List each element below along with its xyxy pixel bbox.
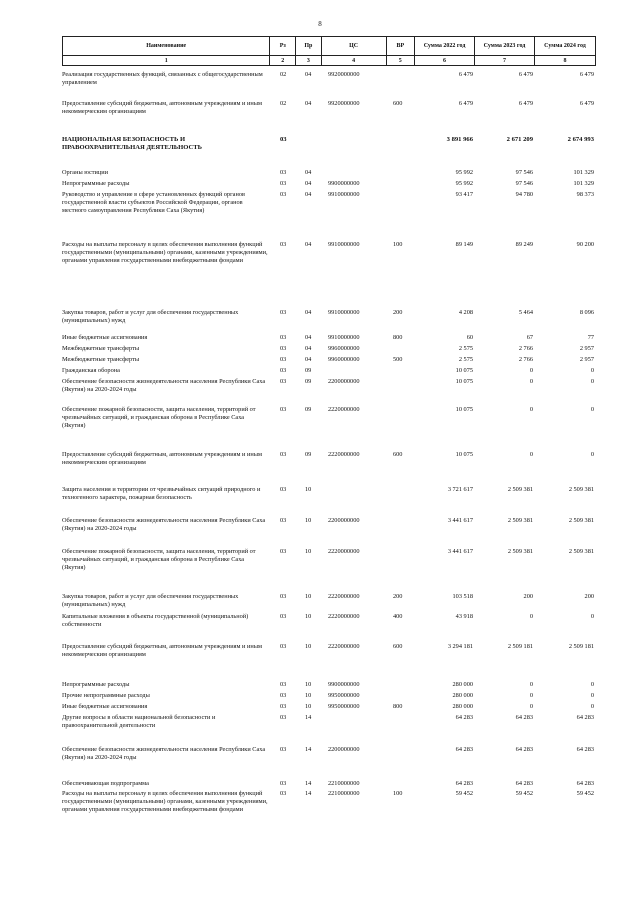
row-cs: 2210000000 [328, 780, 360, 787]
row-vr [387, 780, 415, 788]
row-name: Межбюджетные трансферты [62, 356, 140, 363]
row-sum-2022: 95 992 [455, 169, 473, 176]
row-vr: 600 [393, 100, 403, 107]
row-name: Обеспечивающая подпрограмма [62, 780, 149, 787]
row-rz: 03 [280, 241, 287, 248]
row-sum-2023: 59 452 [515, 790, 533, 797]
row-pr: 04 [305, 241, 312, 248]
row-vr: 200 [393, 309, 403, 316]
row-name: Капитальные вложения в объекты государственной (муниципальной) собственности [62, 613, 249, 628]
row-rz: 03 [280, 486, 287, 493]
row-sum-2023: 2 509 381 [507, 486, 533, 493]
row-rz: 03 [280, 367, 287, 374]
row-pr: 04 [305, 356, 312, 363]
row-sum-2024: 2 674 993 [567, 136, 594, 143]
row-name: Обеспечение безопасности жизнедеятельности населения Республики Саха (Якутия) на 2020-2024 годы [62, 746, 266, 761]
row-cs: 9920000000 [328, 71, 360, 78]
row-sum-2024: 64 283 [576, 746, 594, 753]
row-name: Межбюджетные трансферты [62, 345, 140, 352]
table-row [62, 703, 596, 711]
header-vr: ВР [387, 37, 416, 55]
table-row [62, 681, 596, 689]
row-rz: 03 [280, 746, 287, 753]
row-sum-2023: 0 [529, 378, 533, 385]
table-row [62, 334, 596, 342]
row-name: Другие вопросы в области национальной безопасности и правоохранительной деятельности [62, 714, 216, 729]
row-rz: 03 [280, 378, 287, 385]
row-rz: 03 [280, 681, 287, 688]
row-rz: 02 [280, 100, 287, 107]
row-sum-2023: 2 509 381 [507, 517, 533, 524]
header-sum-2022: Сумма 2022 год [415, 37, 475, 55]
row-sum-2023: 64 283 [515, 746, 533, 753]
table-row [62, 643, 596, 659]
row-sum-2024: 0 [590, 367, 594, 374]
row-cs: 9910000000 [328, 191, 360, 198]
column-number: 5 [387, 56, 416, 65]
table-row [62, 746, 596, 762]
header-pr: Пр [296, 37, 322, 55]
row-pr: 09 [305, 367, 312, 374]
row-sum-2024: 64 283 [576, 714, 594, 721]
row-vr: 800 [393, 334, 403, 341]
row-sum-2022: 6 479 [458, 71, 473, 78]
row-sum-2024: 2 957 [579, 356, 594, 363]
row-name: Органы юстиции [62, 169, 108, 176]
row-name: Иные бюджетные ассигнования [62, 703, 148, 710]
row-name: Обеспечение безопасности жизнедеятельности населения Республики Саха (Якутия) на 2020-2024 годы [62, 378, 266, 393]
row-sum-2023: 6 479 [518, 100, 533, 107]
row-rz: 03 [280, 593, 287, 600]
row-sum-2023: 97 546 [515, 180, 533, 187]
row-vr [387, 746, 415, 762]
row-sum-2022: 2 575 [458, 356, 473, 363]
column-number: 3 [296, 56, 322, 65]
row-sum-2023: 89 249 [515, 241, 533, 248]
row-sum-2023: 2 766 [518, 345, 533, 352]
header-sum-2023: Сумма 2023 год [475, 37, 535, 55]
row-sum-2022: 64 283 [455, 746, 473, 753]
row-sum-2022: 93 417 [455, 191, 473, 198]
row-cs: 2220000000 [328, 548, 360, 555]
row-pr: 10 [305, 486, 312, 493]
row-sum-2022: 60 [466, 334, 473, 341]
row-sum-2023: 0 [529, 692, 533, 699]
row-sum-2022: 6 479 [458, 100, 473, 107]
row-sum-2024: 6 479 [579, 100, 594, 107]
row-name: Обеспечение безопасности жизнедеятельности населения Республики Саха (Якутия) на 2020-2024 годы [62, 517, 266, 532]
row-name: Реализация государственных функций, связанных с общегосударственным управлением [62, 71, 263, 86]
table-row [62, 356, 596, 364]
row-rz: 03 [280, 169, 287, 176]
row-sum-2022: 2 575 [458, 345, 473, 352]
row-vr [387, 486, 415, 502]
row-rz: 03 [280, 136, 287, 143]
table-row [62, 613, 596, 629]
column-number: 1 [63, 56, 270, 65]
row-rz: 03 [280, 517, 287, 524]
row-name: Обеспечение пожарной безопасности, защита населения, территорий от чрезвычайных ситуаций, и гражданская оборона в Республике Саха (Якутия) [62, 406, 256, 429]
row-sum-2024: 2 509 381 [568, 548, 594, 555]
row-pr: 04 [305, 180, 312, 187]
column-numbers [62, 56, 596, 66]
row-sum-2024: 2 509 381 [568, 486, 594, 493]
row-sum-2022: 10 075 [455, 367, 473, 374]
column-number: 4 [322, 56, 387, 65]
row-cs: 9950000000 [328, 703, 360, 710]
row-rz: 02 [280, 71, 287, 78]
row-pr: 04 [305, 191, 312, 198]
column-number: 2 [270, 56, 296, 65]
row-name: Руководство и управление в сфере установленных функций органов государственной власти субъектов Российской Федерации, органов местного самоуправления Республики Саха (Якутия) [62, 191, 245, 214]
row-vr [387, 136, 415, 153]
row-rz: 03 [280, 309, 287, 316]
header-name: Наименование [63, 37, 270, 55]
row-pr: 10 [305, 681, 312, 688]
row-sum-2022: 4 208 [458, 309, 473, 316]
row-rz: 03 [280, 180, 287, 187]
row-pr: 09 [305, 406, 312, 413]
table-row [62, 378, 596, 394]
row-vr [387, 378, 415, 394]
row-vr [387, 180, 415, 188]
table-row [62, 71, 596, 87]
row-sum-2024: 0 [590, 451, 594, 458]
row-vr [387, 406, 415, 429]
table-row [62, 517, 596, 533]
row-vr [387, 169, 415, 177]
row-cs: 2220000000 [328, 593, 360, 600]
row-sum-2023: 0 [529, 406, 533, 413]
row-sum-2022: 89 149 [455, 241, 473, 248]
row-pr: 10 [305, 643, 312, 650]
row-pr [297, 136, 322, 153]
row-vr [387, 548, 415, 571]
row-pr: 10 [305, 613, 312, 620]
row-name: Защита населения и территории от чрезвычайных ситуаций природного и техногенного характера, пожарная безопасность [62, 486, 261, 501]
row-sum-2024: 101 329 [573, 180, 594, 187]
table-row [62, 100, 596, 116]
row-cs: 9950000000 [328, 692, 360, 699]
table-row [62, 191, 596, 214]
table-row [62, 180, 596, 188]
row-cs: 9900000000 [328, 180, 360, 187]
row-pr: 09 [305, 378, 312, 385]
row-sum-2024: 64 283 [576, 780, 594, 787]
row-pr: 10 [305, 548, 312, 555]
row-name: Предоставление субсидий бюджетным, автономным учреждениям и иным некоммерческим организациям [62, 100, 262, 115]
row-cs [322, 136, 387, 153]
row-name: Закупка товаров, работ и услуг для обеспечения государственных (муниципальных) нужд [62, 309, 239, 324]
row-name: Расходы на выплаты персоналу в целях обеспечения выполнения функций государственными (муниципальными) органами, казенными учреждениями, органами управления государственными внебюджетными фондами [62, 790, 268, 813]
row-sum-2024: 200 [584, 593, 594, 600]
row-sum-2024: 2 509 181 [568, 643, 594, 650]
row-sum-2024: 2 509 381 [568, 517, 594, 524]
row-vr [387, 367, 415, 375]
row-cs [322, 169, 387, 177]
row-sum-2022: 64 283 [455, 714, 473, 721]
row-sum-2022: 3 294 181 [447, 643, 473, 650]
row-pr: 04 [305, 100, 312, 107]
row-pr: 04 [305, 309, 312, 316]
row-cs: 9920000000 [328, 100, 360, 107]
row-sum-2022: 3 721 617 [447, 486, 473, 493]
row-sum-2022: 43 918 [455, 613, 473, 620]
row-name: Закупка товаров, работ и услуг для обеспечения государственных (муниципальных) нужд [62, 593, 239, 608]
row-sum-2024: 59 452 [576, 790, 594, 797]
row-sum-2023: 6 479 [518, 71, 533, 78]
row-sum-2022: 280 000 [452, 681, 473, 688]
row-sum-2023: 2 671 209 [506, 136, 533, 143]
row-cs: 2200000000 [328, 746, 360, 753]
row-vr: 600 [393, 643, 403, 650]
row-sum-2022: 10 075 [455, 378, 473, 385]
row-name: Непрограммные расходы [62, 180, 130, 187]
table-row [62, 593, 596, 609]
row-cs [322, 486, 387, 502]
row-sum-2023: 97 546 [515, 169, 533, 176]
column-number: 7 [475, 56, 535, 65]
row-pr: 14 [305, 780, 312, 787]
row-rz: 03 [280, 345, 287, 352]
table-row [62, 780, 596, 788]
row-sum-2022: 95 992 [455, 180, 473, 187]
row-pr: 14 [305, 790, 312, 797]
row-pr: 10 [305, 517, 312, 524]
row-rz: 03 [280, 548, 287, 555]
row-sum-2024: 0 [590, 613, 594, 620]
row-cs: 9900000000 [328, 681, 360, 688]
row-sum-2024: 98 373 [576, 191, 594, 198]
row-vr [387, 71, 415, 87]
row-rz: 03 [280, 714, 287, 721]
row-sum-2023: 0 [529, 367, 533, 374]
row-sum-2023: 94 780 [515, 191, 533, 198]
row-cs [322, 367, 387, 375]
row-sum-2022: 280 000 [452, 692, 473, 699]
row-name: Предоставление субсидий бюджетным, автономным учреждениям и иным некоммерческим организациям [62, 643, 262, 658]
row-name: Обеспечение пожарной безопасности, защита населения, территорий от чрезвычайных ситуаций, и гражданская оборона в Республике Саха (Якутия) [62, 548, 256, 571]
row-name: Прочие непрограммные расходы [62, 692, 150, 699]
row-cs: 2200000000 [328, 517, 360, 524]
row-rz: 03 [280, 406, 287, 413]
row-rz: 03 [280, 191, 287, 198]
table-row [62, 451, 596, 467]
row-rz: 03 [280, 451, 287, 458]
table-row [62, 345, 596, 353]
row-cs: 2220000000 [328, 613, 360, 620]
row-sum-2023: 0 [529, 451, 533, 458]
table-row [62, 790, 596, 813]
row-sum-2023: 0 [529, 703, 533, 710]
row-pr: 04 [305, 169, 312, 176]
row-sum-2022: 3 891 966 [446, 136, 473, 143]
row-pr: 04 [305, 334, 312, 341]
row-name: Гражданская оборона [62, 367, 120, 374]
row-vr: 500 [393, 356, 403, 363]
budget-table [62, 36, 596, 813]
column-number: 6 [415, 56, 475, 65]
row-cs: 9910000000 [328, 334, 360, 341]
row-vr [387, 345, 415, 353]
header-sum-2024: Сумма 2024 год [544, 43, 586, 49]
row-name: Иные бюджетные ассигнования [62, 334, 148, 341]
row-name: Непрограммные расходы [62, 681, 130, 688]
row-sum-2023: 64 283 [515, 780, 533, 787]
row-cs: 9910000000 [328, 241, 360, 248]
row-cs: 2220000000 [328, 643, 360, 650]
row-vr: 200 [393, 593, 403, 600]
row-vr: 600 [393, 451, 403, 458]
row-vr: 800 [393, 703, 403, 710]
row-vr [387, 517, 415, 533]
row-cs: 2210000000 [328, 790, 360, 797]
table-row [62, 548, 596, 571]
row-vr: 400 [393, 613, 403, 620]
table-row [62, 241, 596, 264]
row-pr: 14 [305, 714, 312, 721]
table-row [62, 169, 596, 177]
table-row [62, 136, 596, 153]
row-name: НАЦИОНАЛЬНАЯ БЕЗОПАСНОСТЬ И ПРАВООХРАНИТЕЛЬНАЯ ДЕЯТЕЛЬНОСТЬ [62, 136, 202, 152]
table-row [62, 309, 596, 325]
row-sum-2022: 59 452 [455, 790, 473, 797]
table-header [62, 36, 596, 56]
row-sum-2022: 64 283 [455, 780, 473, 787]
table-row [62, 486, 596, 502]
row-cs: 2220000000 [328, 406, 360, 413]
row-vr [387, 692, 415, 700]
row-sum-2024: 77 [587, 334, 594, 341]
row-pr: 10 [305, 593, 312, 600]
row-cs: 9960000000 [328, 345, 360, 352]
row-pr: 10 [305, 692, 312, 699]
row-sum-2023: 2 766 [518, 356, 533, 363]
row-pr: 09 [305, 451, 312, 458]
row-sum-2024: 0 [590, 406, 594, 413]
row-rz: 03 [280, 780, 287, 787]
row-rz: 03 [280, 356, 287, 363]
row-sum-2023: 5 464 [518, 309, 533, 316]
row-sum-2022: 3 441 617 [447, 517, 473, 524]
row-sum-2024: 0 [590, 692, 594, 699]
row-pr: 04 [305, 71, 312, 78]
row-name: Расходы на выплаты персоналу в целях обеспечения выполнения функций государственными (муниципальными) органами, казенными учреждениями, органами управления государственными внебюджетными фондами [62, 241, 268, 264]
table-row [62, 692, 596, 700]
row-sum-2023: 0 [529, 613, 533, 620]
row-sum-2022: 10 075 [455, 451, 473, 458]
row-rz: 03 [280, 703, 287, 710]
row-rz: 03 [280, 790, 287, 797]
row-name: Предоставление субсидий бюджетным, автономным учреждениям и иным некоммерческим организациям [62, 451, 262, 466]
row-sum-2024: 8 096 [579, 309, 594, 316]
row-sum-2022: 3 441 617 [447, 548, 473, 555]
row-pr: 14 [305, 746, 312, 753]
row-cs: 2220000000 [328, 451, 360, 458]
row-sum-2023: 2 509 181 [507, 643, 533, 650]
row-vr [387, 714, 415, 730]
row-sum-2023: 64 283 [515, 714, 533, 721]
header-rz: Рз [270, 37, 296, 55]
table-row [62, 714, 596, 730]
row-vr [387, 191, 415, 214]
row-sum-2022: 10 075 [455, 406, 473, 413]
row-rz: 03 [280, 613, 287, 620]
row-rz: 03 [280, 692, 287, 699]
row-vr: 100 [393, 241, 403, 248]
row-sum-2023: 67 [526, 334, 533, 341]
row-sum-2023: 200 [523, 593, 533, 600]
row-sum-2023: 0 [529, 681, 533, 688]
row-cs: 9960000000 [328, 356, 360, 363]
row-sum-2024: 0 [590, 378, 594, 385]
row-pr: 04 [305, 345, 312, 352]
row-sum-2024: 6 479 [579, 71, 594, 78]
row-pr: 10 [305, 703, 312, 710]
row-vr: 100 [393, 790, 403, 797]
column-number: 8 [563, 57, 567, 64]
row-sum-2024: 101 329 [573, 169, 594, 176]
table-row [62, 367, 596, 375]
row-cs: 2200000000 [328, 378, 360, 385]
header-cs: ЦС [322, 37, 387, 55]
row-rz: 03 [280, 643, 287, 650]
row-sum-2022: 280 000 [452, 703, 473, 710]
row-sum-2024: 0 [590, 703, 594, 710]
row-vr [387, 681, 415, 689]
page-number: 8 [318, 20, 322, 28]
row-sum-2024: 90 200 [576, 241, 594, 248]
row-cs: 9910000000 [328, 309, 360, 316]
row-cs [322, 714, 387, 730]
table-row [62, 406, 596, 429]
row-rz: 03 [280, 334, 287, 341]
row-sum-2022: 103 518 [452, 593, 473, 600]
row-sum-2024: 0 [590, 681, 594, 688]
row-sum-2023: 2 509 381 [507, 548, 533, 555]
row-sum-2024: 2 957 [579, 345, 594, 352]
